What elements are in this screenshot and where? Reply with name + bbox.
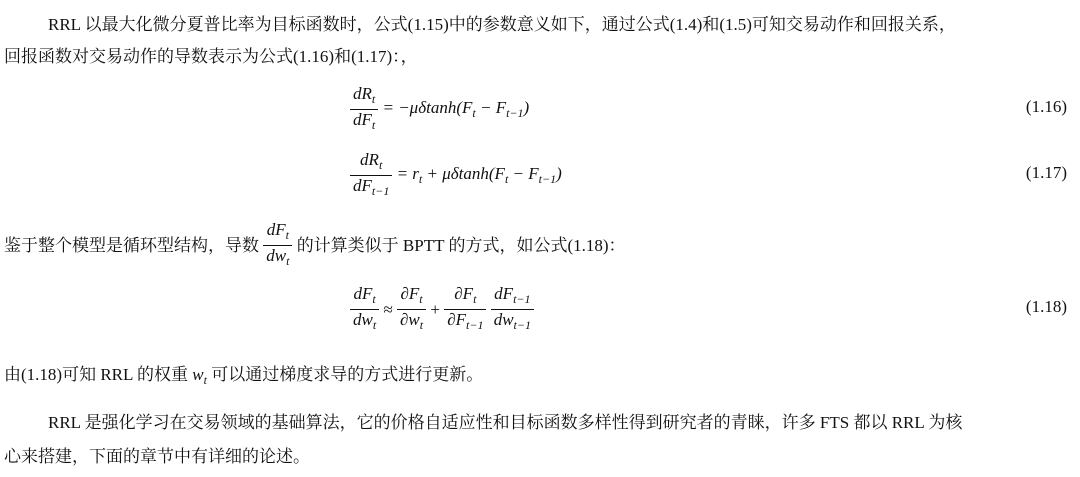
eq116-rhs-sub2: t−1: [506, 106, 524, 120]
paragraph-3: [4, 364, 483, 391]
eq116-rhs-b: − F: [475, 98, 507, 117]
eq117-rhs-sub1: t: [504, 172, 509, 186]
eq118-f3-num-sub: t: [473, 292, 477, 306]
para3-w-sub: t: [203, 373, 207, 387]
eq117-rhs-d: ): [556, 164, 562, 183]
paragraph-3-after: 可以通过梯度求导的方式进行更新。: [211, 365, 484, 384]
eq118-f3-den: ∂F: [447, 310, 467, 329]
eq118-frac-4: [491, 284, 534, 335]
eq117-num: dR: [360, 150, 379, 169]
eq116-den: dF: [353, 110, 372, 129]
eq117-rhs-sub2: t−1: [538, 172, 557, 186]
eq116-num-sub: t: [371, 92, 376, 106]
para2-frac-den: dw: [266, 246, 287, 265]
para3-weight-symbol: [192, 365, 207, 387]
paragraph-3-before: 由(1.18)可知 RRL 的权重: [4, 365, 189, 384]
eq117-num-sub: t: [378, 158, 383, 172]
para2-frac-den-sub: t: [286, 254, 290, 268]
equation-number-1-17: (1.17): [1025, 163, 1067, 182]
eq117-rhs-sub0: t: [418, 172, 423, 186]
eq118-frac-3: [444, 284, 486, 335]
eq118-f1-num: dF: [353, 284, 373, 303]
eq118-f3-num: ∂F: [454, 284, 474, 303]
eq118-frac-2: [397, 284, 426, 335]
eq117-rhs-c: − F: [508, 164, 539, 183]
eq118-plus: +: [430, 299, 440, 319]
para2-frac-num: dF: [266, 220, 286, 239]
eq116-fraction: [350, 84, 378, 135]
eq118-approx: ≈: [383, 299, 393, 319]
eq118-f2-num: ∂F: [400, 284, 420, 303]
equation-1-16: [350, 84, 529, 135]
paragraph-2: [4, 220, 626, 271]
eq117-fraction: [350, 150, 392, 201]
eq118-f4-den-sub: t−1: [513, 318, 531, 332]
equation-1-18: [350, 284, 534, 335]
equation-1-17: [350, 150, 562, 201]
eq118-f1-num-sub: t: [372, 292, 376, 306]
eq117-rhs-b: + μδtanh(F: [422, 164, 505, 183]
eq117-den: dF: [353, 176, 372, 195]
eq118-f4-den: dw: [493, 310, 514, 329]
eq118-f2-den: ∂w: [400, 310, 420, 329]
eq116-den-sub: t: [371, 118, 376, 132]
eq118-f2-num-sub: t: [419, 292, 423, 306]
equation-number-1-16: (1.16): [1025, 97, 1067, 116]
eq116-rhs-c: ): [523, 98, 530, 117]
eq117-rhs-a: = r: [396, 164, 419, 183]
eq118-f1-den-sub: t: [372, 318, 377, 332]
eq118-f1-den: dw: [353, 310, 373, 329]
paragraph-4-line-1: RRL 是强化学习在交易领域的基础算法，它的价格自适应性和目标函数多样性得到研究者的青睐，许多 FTS 都以 RRL 为核: [48, 413, 963, 432]
eq116-rhs-sub1: t: [472, 106, 476, 120]
eq118-f3-den-sub: t−1: [466, 318, 484, 332]
eq118-frac-1: [350, 284, 379, 335]
eq118-f4-num-sub: t−1: [513, 292, 531, 306]
para3-w: w: [192, 365, 204, 384]
paragraph-2-after: 的计算类似于 BPTT 的方式，如公式(1.18)：: [296, 235, 626, 255]
eq118-f2-den-sub: t: [419, 318, 424, 332]
eq116-rhs-a: = −μδtanh(F: [382, 98, 473, 117]
eq116-num: dR: [353, 84, 372, 103]
paragraph-2-before: 鉴于整个模型是循环型结构，导数: [4, 235, 259, 255]
paragraph-1-line-1: RRL 以最大化微分夏普比率为目标函数时，公式(1.15)中的参数意义如下，通过公式(1.4)和(1.5)可知交易动作和回报关系，: [48, 15, 956, 34]
eq118-f4-num: dF: [494, 284, 514, 303]
paragraph-4-line-2: 心来搭建，下面的章节中有详细的论述。: [4, 447, 310, 466]
equation-number-1-18: (1.18): [1025, 297, 1067, 316]
eq117-den-sub: t−1: [371, 184, 390, 198]
para2-inline-fraction: [263, 220, 292, 271]
para2-frac-num-sub: t: [285, 228, 289, 242]
paragraph-1-line-2: 回报函数对交易动作的导数表示为公式(1.16)和(1.17)：，: [4, 47, 418, 66]
